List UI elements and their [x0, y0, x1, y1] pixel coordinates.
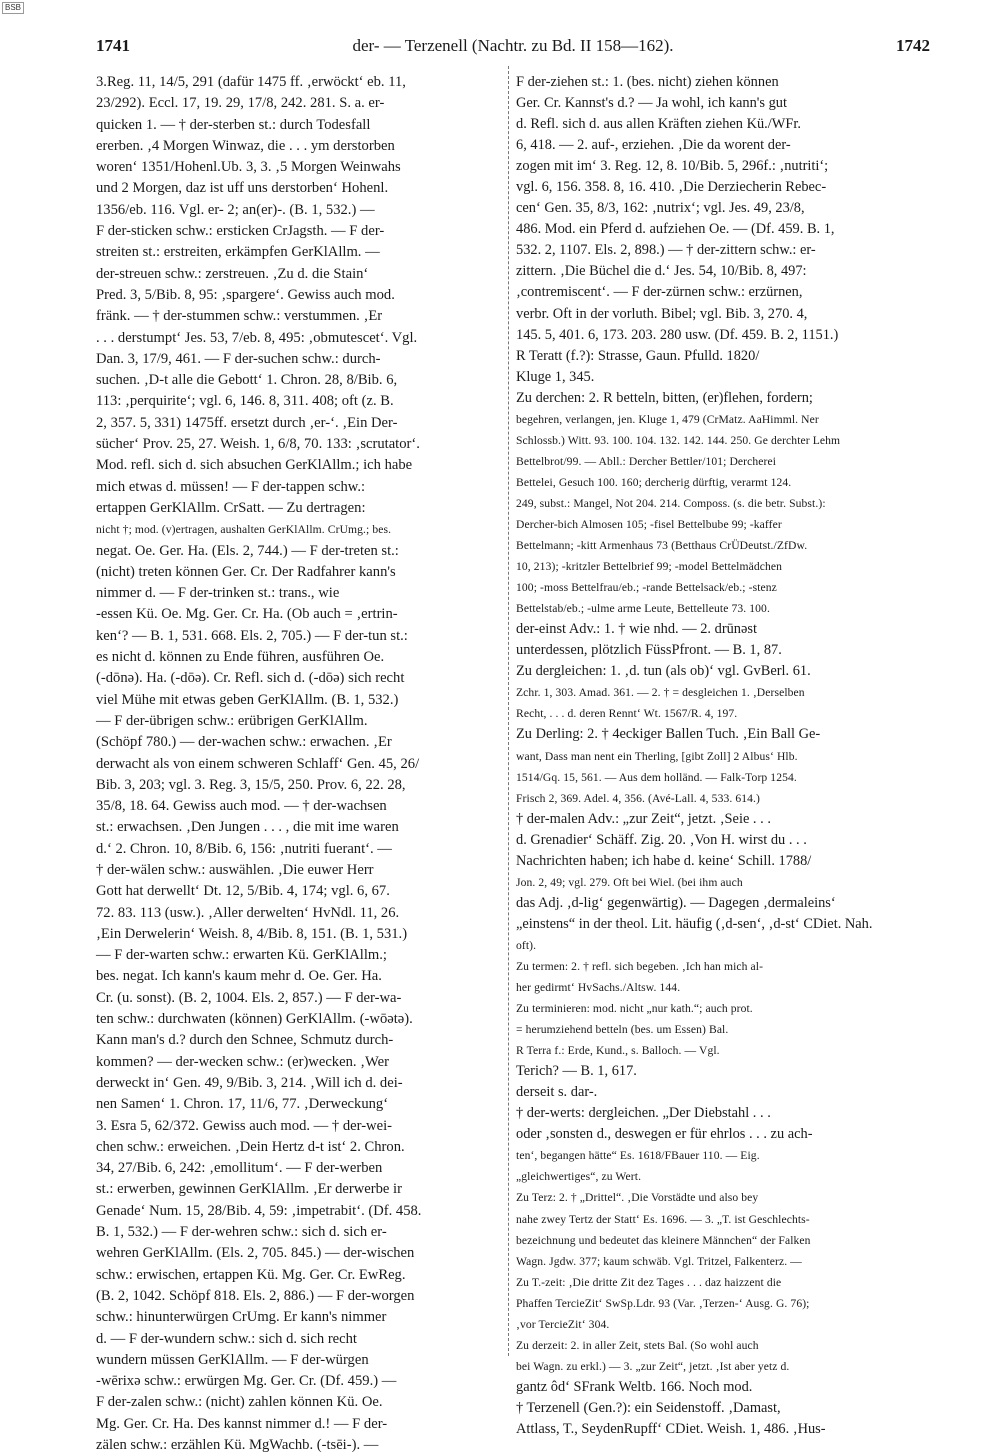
text-line: suchen. ‚D-t alle die Gebott‘ 1. Chron. 28, 8/Bib. 6,: [96, 372, 398, 389]
text-line: — F der-übrigen schw.: erübrigen GerKlAllm.: [96, 712, 368, 729]
text-line: Zu derchen: 2. R betteln, bitten, (er)flehen, fordern;: [516, 389, 813, 406]
text-line: -wērixə schw.: erwürgen Mg. Ger. Cr. (Df. 459.) —: [96, 1373, 397, 1390]
text-line: gantz ôd‘ SFrank Weltb. 166. Noch mod.: [516, 1378, 753, 1395]
text-line: Mod. refl. sich d. sich absuchen GerKlAllm.; ich habe: [96, 457, 413, 474]
text-line: † der-wälen schw.: auswählen. ‚Die euwer Herr: [96, 861, 374, 878]
text-line: chen schw.: erweichen. ‚Dein Hertz d-t ist‘ 2. Chron.: [96, 1138, 405, 1155]
text-line: derseit s. dar-.: [516, 1084, 598, 1101]
text-line: zittern. ‚Die Büchel die d.‘ Jes. 54, 10/Bib. 8, 497:: [516, 263, 807, 280]
text-line: 23/292). Eccl. 17, 19. 29, 17/8, 242. 281. S. a. er-: [96, 95, 385, 112]
text-line: (B. 2, 1042. Schöpf 818. Els. 2, 886.) — F der-worgen: [96, 1287, 415, 1304]
text-line: st.: erwerben, gewinnen GerKlAllm. ‚Er derwerbe ir: [96, 1181, 402, 1198]
text-line: R Terra f.: Erde, Kund., s. Balloch. — Vgl.: [516, 1044, 720, 1058]
column-divider: [508, 66, 509, 1356]
text-line: cen‘ Gen. 35, 8/3, 162: ‚nutrix‘; vgl. Jes. 49, 23/8,: [516, 200, 805, 217]
text-line: Bettelei, Gesuch 100. 160; dercherig dürftig, verarmt 124.: [516, 475, 792, 489]
page-number-right: 1742: [896, 36, 930, 55]
page-header: [96, 30, 930, 60]
text-line: — F der-warten schw.: erwarten Kü. GerKlAllm.;: [96, 947, 387, 964]
text-line: Zchr. 1, 303. Amad. 361. — 2. † = desgleichen 1. ‚Derselben: [516, 686, 805, 700]
text-line: Bettelbrot/99. — Abll.: Dercher Bettler/101; Dercherei: [516, 454, 777, 468]
text-line: oder ‚sonsten d., deswegen er für ehrlos . . . zu ach-: [516, 1126, 813, 1143]
text-line: fränk. — † der-stummen schw.: verstummen. ‚Er: [96, 308, 383, 325]
text-line: ‚Ein Derwelerin‘ Weish. 8, 4/Bib. 8, 151. (B. 1, 531.): [96, 925, 408, 942]
text-line: Zu derzeit: 2. in aller Zeit, stets Bal. (So wohl auch: [516, 1338, 759, 1352]
text-line: ‚contremiscent‘. — F der-zürnen schw.: erzürnen,: [516, 284, 803, 301]
text-line: ererben. ‚4 Morgen Winwaz, die . . . ym derstorben: [96, 137, 395, 154]
text-line: begehren, verlangen, jen. Kluge 1, 479 (CrMatz. AaHimml. Ner: [516, 412, 819, 426]
text-line: (-dōnə). Ha. (-dōə). Cr. Refl. sich d. (-dōə) sich recht: [96, 670, 405, 687]
text-line: 35/8, 18. 64. Gewiss auch mod. — † der-wachsen: [96, 798, 387, 815]
text-line: Genade‘ Num. 15, 28/Bib. 4, 59: ‚impetrabit‘. (Df. 458.: [96, 1202, 422, 1219]
text-line: zälen schw.: erzählen Kü. MgWachb. (-tsēi-). —: [96, 1437, 379, 1453]
text-line: 249, subst.: Mangel, Not 204. 214. Composs. (s. die betr. Subst.):: [516, 496, 826, 510]
text-line: Attlass, T., SeydenRupff‘ CDiet. Weish. 1, 486. ‚Hus-: [516, 1421, 826, 1437]
text-line: es nicht d. können zu Ende führen, ausführen Oe.: [96, 649, 385, 666]
text-line: Nachrichten haben; ich habe d. keine‘ Schill. 1788/: [516, 852, 812, 869]
text-line: bes. negat. Ich kann's kaum mehr d. Oe. Ger. Ha.: [96, 968, 382, 985]
text-line: ken‘? — B. 1, 531. 668. Els. 2, 705.) — F der-tun st.:: [96, 627, 408, 644]
text-line: d. Refl. sich d. aus allen Kräften ziehen Kü./WFr.: [516, 116, 801, 133]
text-line: 1356/eb. 116. Vgl. er- 2; an(er)-. (B. 1, 532.) —: [96, 201, 375, 218]
text-line: 3.Reg. 11, 14/5, 291 (dafür 1475 ff. ‚erwöckt‘ eb. 11,: [96, 74, 406, 90]
text-line: ‚vor TercieZit‘ 304.: [516, 1317, 610, 1331]
text-line: sücher‘ Prov. 25, 27. Weish. 1, 6/8, 70. 133: ‚scrutator‘.: [96, 436, 420, 453]
text-line: B. 1, 532.) — F der-wehren schw.: sich d. sich er-: [96, 1224, 387, 1241]
text-line: -essen Kü. Oe. Mg. Ger. Cr. Ha. (Ob auch = ‚ertrin-: [96, 606, 398, 623]
text-line: verbr. Oft in der vorluth. Bibel; vgl. Bib. 3, 270. 4,: [516, 305, 808, 322]
text-line: 3. Esra 5, 62/372. Gewiss auch mod. — † der-wei-: [96, 1117, 392, 1134]
running-title: der- — Terzenell (Nachtr. zu Bd. II 158—162).: [352, 36, 674, 55]
text-line: Phaffen TercieZit‘ SwSp.Ldr. 93 (Var. ‚Terzen-‘ Ausg. G. 76);: [516, 1296, 810, 1310]
text-line: 34, 27/Bib. 6, 242: ‚emollitum‘. — F der-werben: [96, 1160, 383, 1177]
text-line: wehren GerKlAllm. (Els. 2, 705. 845.) — der-wischen: [96, 1245, 415, 1262]
text-line: Zu T.-zeit: ‚Die dritte Zit dez Tages . . . daz haizzent die: [516, 1275, 782, 1289]
text-line: Dercher-bich Almosen 105; -fisel Bettelbube 99; -kaffer: [516, 517, 782, 531]
text-line: Terich? — B. 1, 617.: [516, 1063, 637, 1080]
text-line: der-streuen schw.: zerstreuen. ‚Zu d. die Stain‘: [96, 265, 369, 282]
text-line: Zu terminieren: mod. nicht „nur kath.“; auch prot.: [516, 1002, 753, 1016]
text-line: † der-werts: dergleichen. „Der Diebstahl . . .: [516, 1105, 771, 1122]
text-line: unterdessen, plötzlich FüssPfront. — B. 1, 87.: [516, 642, 782, 659]
page-number-left: 1741: [96, 36, 130, 55]
text-line: Zu Derling: 2. † 4eckiger Ballen Tuch. ‚Ein Ball Ge-: [516, 726, 821, 743]
text-line: F der-ziehen st.: 1. (bes. nicht) ziehen können: [516, 74, 779, 90]
text-line: das Adj. ‚d-lig‘ gegenwärtig). — Dagegen ‚dermaleins‘: [516, 894, 836, 911]
text-line: Zu Terz: 2. † „Drittel“. ‚Die Vorstädte und also bey: [516, 1191, 759, 1205]
text-line: 10, 213); -kritzler Bettelbrief 99; -model Bettelmädchen: [516, 560, 783, 574]
text-line: Kann man's d.? durch den Schnee, Schmutz durch-: [96, 1032, 394, 1049]
text-line: Dan. 3, 17/9, 461. — F der-suchen schw.: durch-: [96, 350, 381, 367]
text-line: der-einst Adv.: 1. † wie nhd. — 2. drūnəst: [516, 621, 757, 638]
text-line: 6, 418. — 2. auf-, erziehen. ‚Die da worent der-: [516, 137, 791, 154]
text-line: nimmer d. — F der-trinken st.: trans., wie: [96, 585, 340, 602]
text-line: 486. Mod. ein Pferd d. aufziehen Oe. — (Df. 459. B. 1,: [516, 221, 835, 238]
text-line: 145. 5, 401. 6, 173. 203. 280 usw. (Df. 459. B. 2, 1151.): [516, 326, 839, 343]
text-line: Pred. 3, 5/Bib. 8, 95: ‚spargere‘. Gewiss auch mod.: [96, 286, 395, 303]
text-line: „einstens“ in der theol. Lit. häufig (‚d-sen‘, ‚d-st‘ CDiet. Nah.: [516, 915, 873, 932]
text-line: Frisch 2, 369. Adel. 4, 356. (Avé-Lall. 4, 533. 614.): [516, 791, 761, 805]
text-line: 72. 83. 113 (usw.). ‚Aller derwelten‘ HvNdl. 11, 26.: [96, 904, 400, 921]
text-line: st.: erwachsen. ‚Den Jungen . . . , die mit ime waren: [96, 819, 399, 836]
text-line: Recht, . . . d. deren Rennt‘ Wt. 1567/R. 4, 197.: [516, 707, 738, 721]
text-line: wundern müssen GerKlAllm. — F der-würgen: [96, 1351, 369, 1368]
text-line: Bettelmann; -kitt Armenhaus 73 (Betthaus CrÜDeutst./ZfDw.: [516, 539, 808, 553]
text-line: F der-zalen schw.: (nicht) zahlen können Kü. Oe.: [96, 1394, 383, 1411]
text-line: F der-sticken schw.: ersticken CrJagsth. — F der-: [96, 223, 385, 240]
right-column: [516, 72, 934, 1437]
text-line: Mg. Ger. Cr. Ha. Des kannst nimmer d.! — F der-: [96, 1415, 388, 1432]
text-line: nahe zwey Tertz der Statt‘ Es. 1696. — 3. „T. ist Geschlechts-: [516, 1212, 810, 1226]
text-line: quicken 1. — † der-sterben st.: durch Todesfall: [96, 116, 371, 133]
text-line: und 2 Morgen, daz ist uff uns derstorben‘ Hohenl.: [96, 180, 389, 197]
text-line: Zu termen: 2. † refl. sich begeben. ‚Ich han mich al-: [516, 959, 764, 973]
text-line: viel Mühe mit etwas geben GerKlAllm. (B. 1, 532.): [96, 691, 399, 708]
text-line: oft).: [516, 938, 537, 952]
text-line: Ger. Cr. Kannst's d.? — Ja wohl, ich kann's gut: [516, 95, 787, 112]
text-line: nen Samen‘ 1. Chron. 17, 11/6, 77. ‚Derweckung‘: [96, 1096, 389, 1113]
text-line: 532. 2, 1107. Els. 2, 898.) — † der-zittern schw.: er-: [516, 242, 816, 259]
text-line: ertappen GerKlAllm. CrSatt. — Zu dertragen:: [96, 499, 366, 516]
text-line: . . . derstumpt‘ Jes. 53, 7/eb. 8, 495: ‚obmutescet‘. Vgl.: [96, 329, 418, 346]
text-line: Wagn. Jgdw. 377; kaum schwäb. Vgl. Tritzel, Falkenterz. —: [516, 1254, 802, 1268]
text-line: = herumziehend betteln (bes. um Essen) Bal.: [516, 1023, 729, 1037]
text-line: derweckt in‘ Gen. 49, 9/Bib. 3, 214. ‚Will ich d. dei-: [96, 1074, 403, 1091]
text-line: vgl. 6, 156. 358. 8, 16. 410. ‚Die Derziecherin Rebec-: [516, 179, 827, 196]
text-line: Schlossb.) Witt. 93. 100. 104. 132. 142. 144. 250. Ge derchter Lehm: [516, 433, 841, 447]
library-stamp: BSB: [2, 2, 24, 14]
text-line: Cr. (u. sonst). (B. 2, 1004. Els. 2, 857.) — F der-wa-: [96, 989, 402, 1006]
text-line: † Terzenell (Gen.?): ein Seidenstoff. ‚Damast,: [516, 1399, 781, 1416]
text-line: 100; -moss Bettelfrau/eb.; -rande Bettelsack/eb.; -stenz: [516, 581, 777, 595]
text-line: Kluge 1, 345.: [516, 368, 595, 385]
text-line: 2, 357. 5, 331) 1475ff. ersetzt durch ‚er-‘. ‚Ein Der-: [96, 414, 398, 431]
text-line: want, Dass man nent ein Therling, [gibt Zoll] 2 Albus‘ Hlb.: [516, 749, 798, 763]
text-line: negat. Oe. Ger. Ha. (Els. 2, 744.) — F der-treten st.:: [96, 542, 399, 559]
text-line: zogen mit im‘ 3. Reg. 12, 8. 10/Bib. 5, 296f.: ‚nutriti‘;: [516, 158, 829, 175]
text-line: (Schöpf 780.) — der-wachen schw.: erwachen. ‚Er: [96, 734, 392, 751]
text-line: her gedirmt‘ HvSachs./Altsw. 144.: [516, 981, 681, 995]
text-line: bei Wagn. zu erkl.) — 3. „zur Zeit“, jetzt. ‚Ist aber yetz d.: [516, 1359, 790, 1373]
text-line: Jon. 2, 49; vgl. 279. Oft bei Wiel. (bei ihm auch: [516, 875, 743, 889]
text-line: (nicht) treten können Ger. Cr. Der Radfahrer kann's: [96, 563, 396, 580]
text-line: Bettelstab/eb.; -ulme arme Leute, Bettelleute 73. 100.: [516, 602, 770, 616]
text-line: schw.: hinunterwürgen CrUmg. Er kann's nimmer: [96, 1309, 387, 1326]
left-column: [96, 72, 500, 1453]
text-line: Gott hat derwellt‘ Dt. 12, 5/Bib. 4, 174; vgl. 6, 67.: [96, 883, 390, 900]
text-line: d. Grenadier‘ Schäff. Zig. 20. ‚Von H. wirst du . . .: [516, 831, 807, 848]
text-line: ten schw.: durchwaten (können) GerKlAllm. (-wōətə).: [96, 1011, 413, 1028]
text-line: schw.: erwischen, ertappen Kü. Mg. Ger. Cr. EwReg.: [96, 1266, 406, 1283]
text-line: Zu dergleichen: 1. ‚d. tun (als ob)‘ vgl. GvBerl. 61.: [516, 663, 811, 680]
text-line: ten‘, begangen hätte“ Es. 1618/FBauer 110. — Eig.: [516, 1149, 760, 1163]
text-line: streiten st.: erstreiten, erkämpfen GerKlAllm. —: [96, 244, 380, 261]
text-line: derwacht als von einem schweren Schlaff‘ Gen. 45, 26/: [96, 755, 420, 772]
text-line: woren‘ 1351/Hohenl.Ub. 3, 3. ‚5 Morgen Weinwahs: [96, 159, 401, 176]
text-line: nicht †; mod. (v)ertragen, aushalten GerKlAllm. CrUmg.; bes.: [96, 523, 392, 537]
text-line: d. — F der-wundern schw.: sich d. sich recht: [96, 1330, 357, 1347]
text-line: kommen? — der-wecken schw.: (er)wecken. ‚Wer: [96, 1053, 389, 1070]
text-line: mich etwas d. müssen! — F der-tappen schw.:: [96, 478, 366, 495]
text-line: R Teratt (f.?): Strasse, Gaun. Pfulld. 1820/: [516, 347, 760, 364]
text-line: † der-malen Adv.: „zur Zeit“, jetzt. ‚Seie . . .: [516, 810, 771, 827]
text-line: 113: ‚perquirite‘; vgl. 6, 146. 8, 311. 408; oft (z. B.: [96, 393, 394, 410]
text-line: Bib. 3, 203; vgl. 3. Reg. 3, 15/5, 250. Prov. 6, 22. 28,: [96, 776, 406, 793]
text-line: bezeichnung und bedeutet das kleinere Männchen“ der Falken: [516, 1233, 811, 1247]
text-line: 1514/Gq. 15, 561. — Aus dem holländ. — Falk-Torp 1254.: [516, 770, 797, 784]
text-line: d.‘ 2. Chron. 10, 8/Bib. 6, 156: ‚nutriti fuerant‘. —: [96, 840, 392, 857]
text-line: „gleichwertiges“, zu Wert.: [516, 1170, 642, 1184]
